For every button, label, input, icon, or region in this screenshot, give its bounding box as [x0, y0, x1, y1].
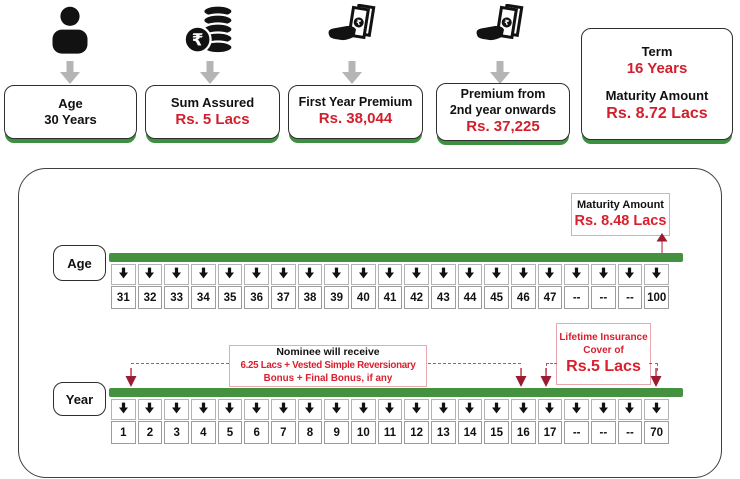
tick-arrow-cell [244, 264, 269, 285]
first-year-premium-label: First Year Premium [298, 94, 413, 109]
tick-down-arrow-icon [225, 266, 234, 284]
tick-down-arrow-icon [305, 266, 314, 284]
timeline-value-cell: 39 [324, 286, 349, 309]
timeline-value-cell: 32 [138, 286, 163, 309]
timeline-value-cell: 16 [511, 421, 536, 444]
tick-arrow-cell [644, 399, 669, 420]
timeline-value-cell: 7 [271, 421, 296, 444]
tick-arrow-cell [564, 399, 589, 420]
age-timeline-bar [109, 253, 683, 262]
tick-down-arrow-icon [385, 266, 394, 284]
nominee-dashed-line-left [131, 363, 229, 364]
hand-money-icon [326, 4, 378, 59]
timeline-value-cell: 35 [218, 286, 243, 309]
tick-arrow-cell [111, 264, 136, 285]
timeline-value-cell: 44 [458, 286, 483, 309]
tick-arrow-cell [431, 399, 456, 420]
tick-arrow-cell [191, 399, 216, 420]
tick-arrow-cell [164, 399, 189, 420]
tick-down-arrow-icon [332, 401, 341, 419]
tick-down-arrow-icon [492, 401, 501, 419]
tick-arrow-cell [564, 264, 589, 285]
tick-arrow-cell [244, 399, 269, 420]
renewal-premium-label-1: Premium from [460, 87, 546, 101]
nominee-box [229, 345, 427, 387]
tick-arrow-cell [298, 399, 323, 420]
term-label: Term [641, 43, 673, 59]
tick-arrow-cell [404, 264, 429, 285]
tick-down-arrow-icon [599, 266, 608, 284]
tick-down-arrow-icon [145, 401, 154, 419]
timeline-value-cell: 70 [644, 421, 669, 444]
tick-down-arrow-icon [252, 266, 261, 284]
tick-down-arrow-icon [572, 266, 581, 284]
tick-arrow-cell [618, 399, 643, 420]
tick-arrow-cell [591, 264, 616, 285]
timeline-value-cell: 45 [484, 286, 509, 309]
chart-maturity-box [571, 193, 670, 236]
age-tick-arrow-row [111, 264, 669, 285]
tick-down-arrow-icon [492, 266, 501, 284]
timeline-panel [18, 168, 722, 478]
lifetime-line-1: Lifetime Insurance [559, 331, 648, 343]
timeline-value-cell: 5 [218, 421, 243, 444]
timeline-value-cell: 42 [404, 286, 429, 309]
tick-arrow-cell [191, 264, 216, 285]
timeline-value-cell: 37 [271, 286, 296, 309]
timeline-value-cell: -- [618, 421, 643, 444]
tick-down-arrow-icon [332, 266, 341, 284]
maturity-value: Rs. 8.72 Lacs [606, 105, 708, 123]
timeline-value-cell: 15 [484, 421, 509, 444]
chart-maturity-label: Maturity Amount [577, 198, 664, 211]
timeline-value-cell: 12 [404, 421, 429, 444]
tick-arrow-cell [138, 264, 163, 285]
term-value: 16 Years [626, 60, 688, 78]
tick-down-arrow-icon [199, 266, 208, 284]
timeline-value-cell: 33 [164, 286, 189, 309]
tick-down-arrow-icon [599, 401, 608, 419]
timeline-value-cell: -- [564, 286, 589, 309]
tick-arrow-cell [271, 264, 296, 285]
timeline-value-cell: 11 [378, 421, 403, 444]
nominee-line-1: Nominee will receive [276, 346, 380, 359]
svg-text:₹: ₹ [355, 18, 362, 28]
tick-arrow-cell [511, 399, 536, 420]
timeline-value-cell: 46 [511, 286, 536, 309]
sum-assured-label: Sum Assured [170, 94, 255, 110]
tick-arrow-cell [138, 399, 163, 420]
timeline-value-cell: -- [591, 421, 616, 444]
timeline-value-cell: 47 [538, 286, 563, 309]
timeline-value-cell: -- [591, 286, 616, 309]
tick-arrow-cell [351, 264, 376, 285]
tick-arrow-cell [378, 399, 403, 420]
tick-arrow-cell [324, 399, 349, 420]
tick-down-arrow-icon [465, 401, 474, 419]
svg-text:₹: ₹ [503, 18, 510, 28]
tick-down-arrow-icon [572, 401, 581, 419]
tick-down-arrow-icon [652, 401, 661, 419]
age-row-pill [53, 245, 106, 281]
year-tick-arrow-row [111, 399, 669, 420]
tick-down-arrow-icon [625, 401, 634, 419]
tick-down-arrow-icon [225, 401, 234, 419]
tick-arrow-cell [538, 399, 563, 420]
timeline-value-cell: 13 [431, 421, 456, 444]
tick-arrow-cell [271, 399, 296, 420]
timeline-value-cell: -- [564, 421, 589, 444]
age-value: 30 Years [44, 112, 97, 127]
nominee-dashed-line-right [423, 363, 521, 364]
tick-down-arrow-icon [199, 401, 208, 419]
tick-arrow-cell [484, 264, 509, 285]
tick-down-arrow-icon [305, 401, 314, 419]
hand-money-icon [474, 4, 526, 59]
tick-down-arrow-icon [279, 266, 288, 284]
tick-arrow-cell [218, 264, 243, 285]
tick-down-arrow-icon [652, 266, 661, 284]
timeline-value-cell: 100 [644, 286, 669, 309]
tick-arrow-cell [458, 264, 483, 285]
timeline-value-cell: 4 [191, 421, 216, 444]
age-box [4, 85, 137, 139]
lifetime-value: Rs.5 Lacs [566, 357, 641, 375]
person-icon [45, 3, 95, 63]
year-row-pill [53, 382, 106, 416]
timeline-value-cell: 3 [164, 421, 189, 444]
tick-arrow-cell [111, 399, 136, 420]
tick-arrow-cell [458, 399, 483, 420]
tick-arrow-cell [378, 264, 403, 285]
tick-down-arrow-icon [279, 401, 288, 419]
tick-arrow-cell [351, 399, 376, 420]
maturity-label: Maturity Amount [605, 87, 709, 103]
tick-down-arrow-icon [439, 266, 448, 284]
chart-maturity-value: Rs. 8.48 Lacs [574, 213, 667, 230]
tick-down-arrow-icon [439, 401, 448, 419]
tick-arrow-cell [324, 264, 349, 285]
lifetime-cover-box [556, 323, 651, 385]
tick-arrow-cell [404, 399, 429, 420]
timeline-value-cell: 36 [244, 286, 269, 309]
renewal-premium-label-2: 2nd year onwards [449, 102, 557, 117]
renewal-premium-value: Rs. 37,225 [466, 118, 540, 136]
first-year-premium-value: Rs. 38,044 [318, 110, 393, 128]
tick-arrow-cell [298, 264, 323, 285]
tick-down-arrow-icon [359, 266, 368, 284]
tick-down-arrow-icon [545, 401, 554, 419]
tick-arrow-cell [484, 399, 509, 420]
first-year-premium-box [288, 85, 423, 139]
nominee-line-3: Bonus + Final Bonus, if any [263, 372, 393, 384]
age-row-label: Age [67, 255, 92, 271]
tick-down-arrow-icon [519, 266, 528, 284]
timeline-value-cell: 8 [298, 421, 323, 444]
timeline-value-cell: 43 [431, 286, 456, 309]
rupee-coins-icon [183, 2, 237, 64]
sum-assured-value: Rs. 5 Lacs [175, 110, 250, 128]
tick-down-arrow-icon [385, 401, 394, 419]
timeline-value-cell: 2 [138, 421, 163, 444]
tick-down-arrow-icon [519, 401, 528, 419]
tick-down-arrow-icon [465, 266, 474, 284]
tick-arrow-cell [431, 264, 456, 285]
tick-down-arrow-icon [252, 401, 261, 419]
tick-down-arrow-icon [145, 266, 154, 284]
year-row-label: Year [65, 391, 94, 407]
tick-down-arrow-icon [625, 266, 634, 284]
year-value-row [111, 421, 669, 444]
tick-arrow-cell [644, 264, 669, 285]
year-timeline-bar [109, 388, 683, 397]
tick-down-arrow-icon [172, 401, 181, 419]
timeline-value-cell: 1 [111, 421, 136, 444]
timeline-value-cell: -- [618, 286, 643, 309]
age-label: Age [58, 95, 83, 111]
nominee-line-2: 6.25 Lacs + Vested Simple Reversionary [240, 360, 416, 372]
age-value-row [111, 286, 669, 309]
tick-down-arrow-icon [172, 266, 181, 284]
tick-down-arrow-icon [412, 401, 421, 419]
timeline-value-cell: 41 [378, 286, 403, 309]
timeline-value-cell: 9 [324, 421, 349, 444]
tick-down-arrow-icon [119, 401, 128, 419]
timeline-value-cell: 34 [191, 286, 216, 309]
tick-arrow-cell [538, 264, 563, 285]
tick-arrow-cell [218, 399, 243, 420]
renewal-premium-box [436, 83, 570, 141]
timeline-value-cell: 17 [538, 421, 563, 444]
tick-down-arrow-icon [359, 401, 368, 419]
tick-arrow-cell [591, 399, 616, 420]
timeline-value-cell: 10 [351, 421, 376, 444]
tick-down-arrow-icon [119, 266, 128, 284]
timeline-value-cell: 31 [111, 286, 136, 309]
tick-arrow-cell [164, 264, 189, 285]
term-maturity-box [581, 28, 733, 140]
timeline-value-cell: 40 [351, 286, 376, 309]
tick-arrow-cell [511, 264, 536, 285]
timeline-value-cell: 38 [298, 286, 323, 309]
timeline-value-cell: 6 [244, 421, 269, 444]
lifetime-line-2: Cover of [583, 344, 624, 356]
tick-arrow-cell [618, 264, 643, 285]
timeline-value-cell: 14 [458, 421, 483, 444]
tick-down-arrow-icon [545, 266, 554, 284]
tick-down-arrow-icon [412, 266, 421, 284]
sum-assured-box [145, 85, 280, 139]
svg-text:₹: ₹ [191, 29, 204, 50]
